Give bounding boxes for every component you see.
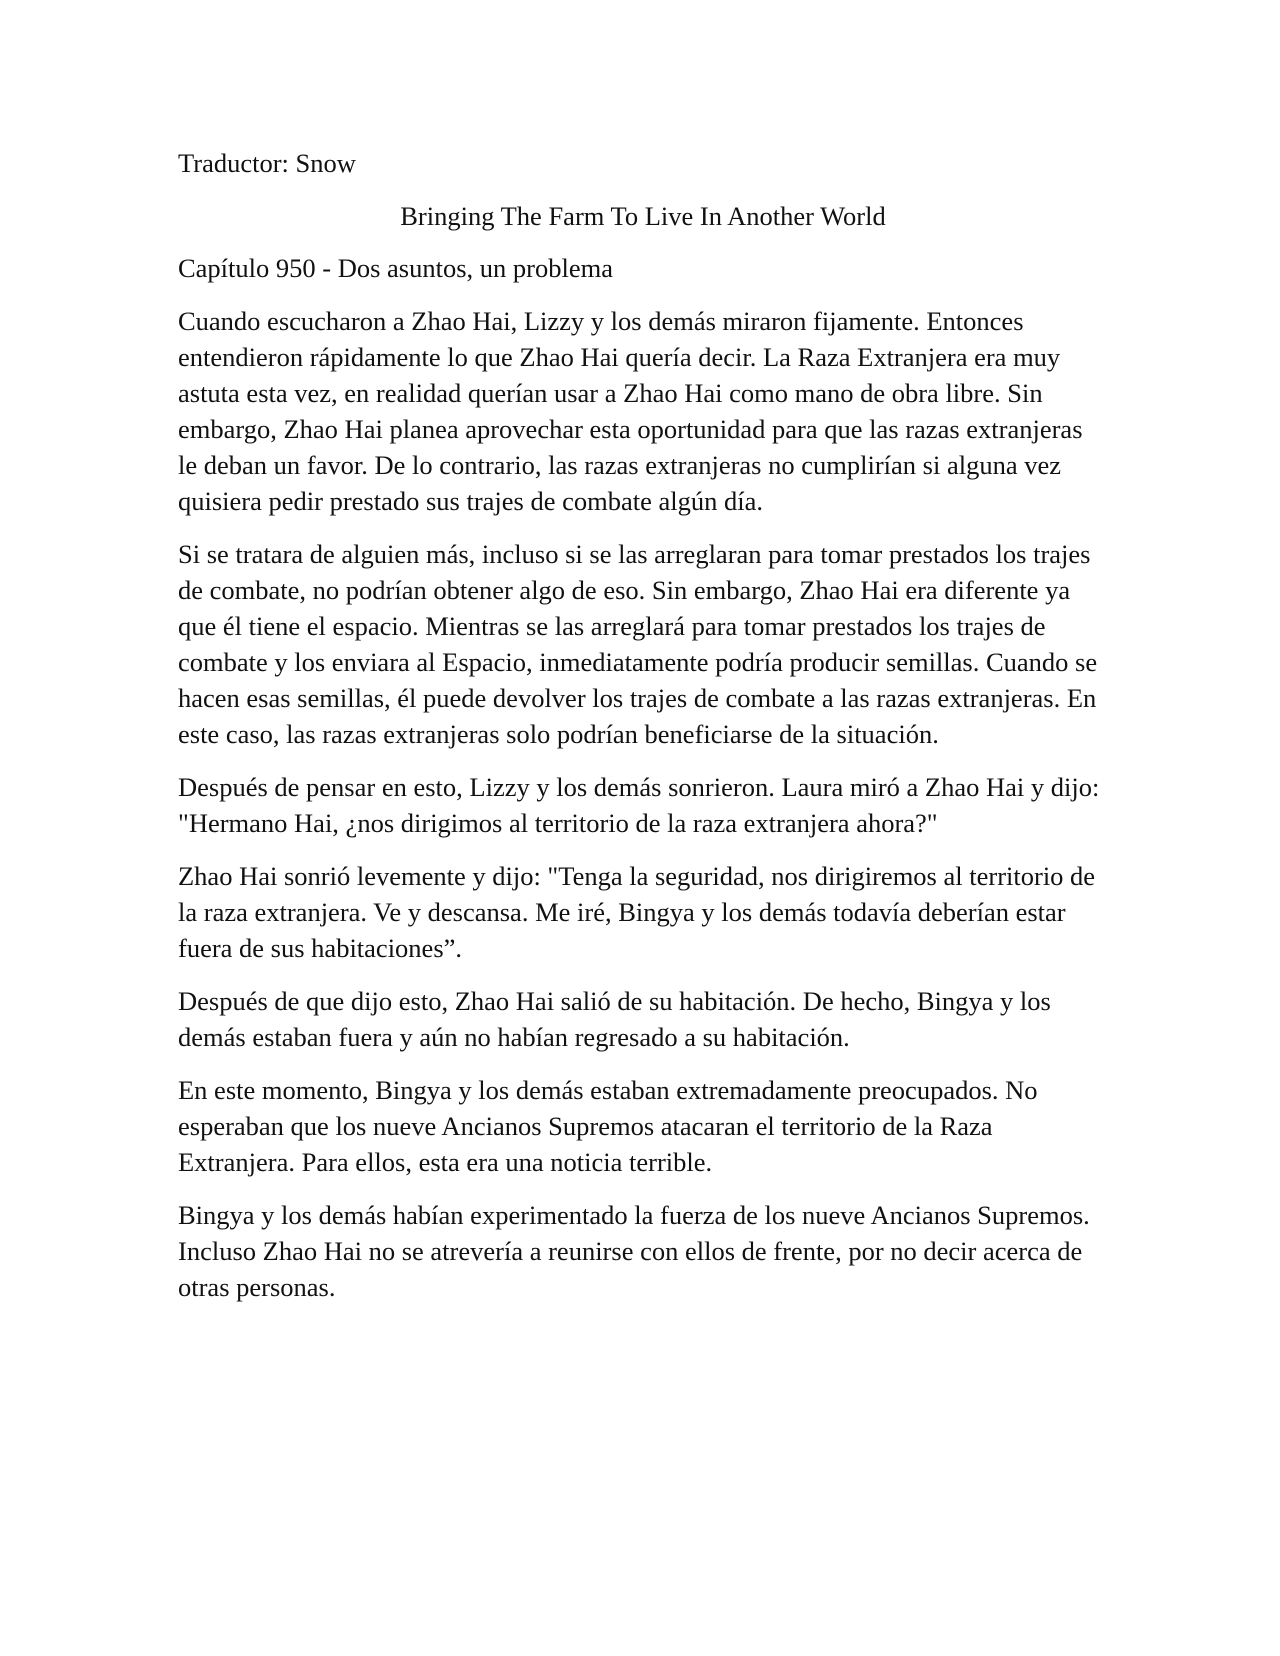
- paragraph: Después de pensar en esto, Lizzy y los demás sonrieron. Laura miró a Zhao Hai y dijo: "Hermano Hai, ¿nos dirigimos al territorio de la raza extranjera ahora?": [178, 772, 1100, 838]
- paragraph: En este momento, Bingya y los demás estaban extremadamente preocupados. No esperaban que los nueve Ancianos Supremos atacaran el territorio de la Raza Extranjera. Para ellos, esta era una noticia terrible.: [178, 1075, 1038, 1177]
- paragraph: Después de que dijo esto, Zhao Hai salió de su habitación. De hecho, Bingya y los demás estaban fuera y aún no habían regresado a su habitación.: [178, 986, 1051, 1052]
- paragraph: Bingya y los demás habían experimentado la fuerza de los nueve Ancianos Supremos. Incluso Zhao Hai no se atrevería a reunirse con ellos de frente, por no decir acerca de otras personas.: [178, 1200, 1090, 1302]
- translator-credit: Traductor: Snow: [178, 148, 356, 178]
- book-title: Bringing The Farm To Live In Another World: [400, 201, 886, 231]
- document-body: [178, 145, 1108, 1322]
- paragraph: Zhao Hai sonrió levemente y dijo: "Tenga la seguridad, nos dirigiremos al territorio de la raza extranjera. Ve y descansa. Me iré, Bingya y los demás todavía deberían estar fuera de sus habitaciones”.: [178, 861, 1096, 963]
- paragraph: Si se tratara de alguien más, incluso si se las arreglaran para tomar prestados los trajes de combate, no podrían obtener algo de eso. Sin embargo, Zhao Hai era diferente ya que él tiene el espacio. Mientras se las arreglará para tomar prestados los trajes de combate y los enviara al Espacio, inmediatamente podría producir semillas. Cuando se hacen esas semillas, él puede devolver los trajes de combate a las razas extranjeras. En este caso, las razas extranjeras solo podrían beneficiarse de la situación.: [178, 539, 1098, 749]
- paragraph: Cuando escucharon a Zhao Hai, Lizzy y los demás miraron fijamente. Entonces entendieron rápidamente lo que Zhao Hai quería decir. La Raza Extranjera era muy astuta esta vez, en realidad querían usar a Zhao Hai como mano de obra libre. Sin embargo, Zhao Hai planea aprovechar esta oportunidad para que las razas extranjeras le deban un favor. De lo contrario, las razas extranjeras no cumplirían si alguna vez quisiera pedir prestado sus trajes de combate algún día.: [178, 306, 1083, 516]
- chapter-heading: Capítulo 950 - Dos asuntos, un problema: [178, 253, 613, 283]
